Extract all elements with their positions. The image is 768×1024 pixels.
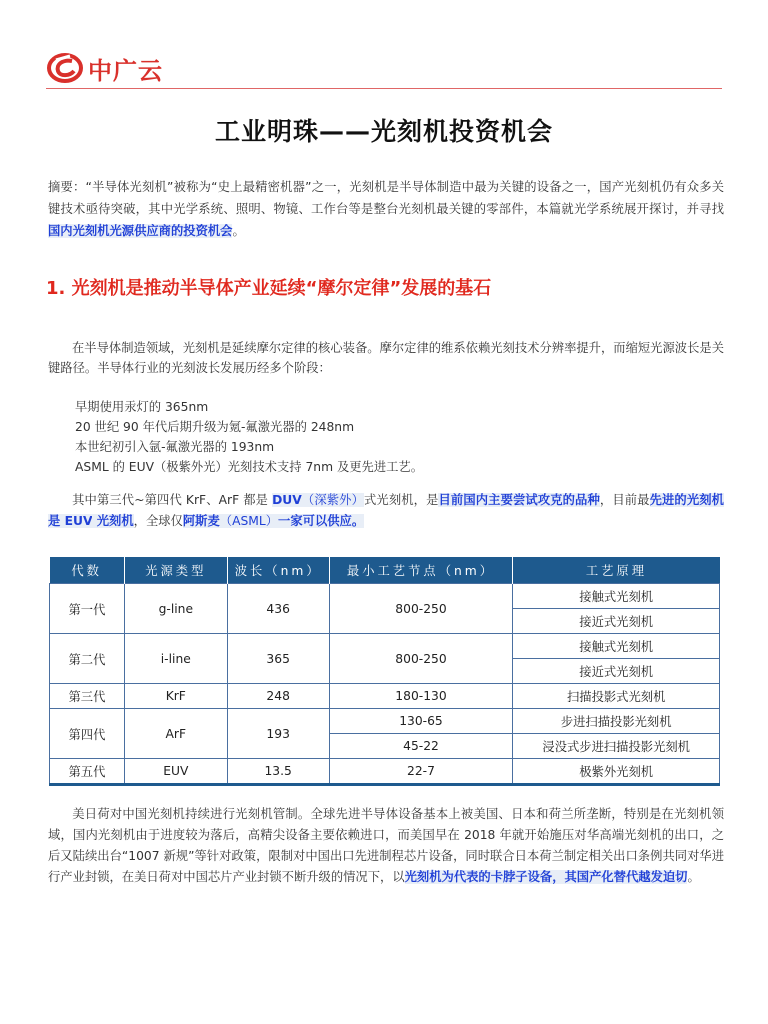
brand-logo-text: 中广云 (88, 56, 163, 85)
paragraph-3-text: 美日荷对中国光刻机持续进行光刻机管制。全球先进半导体设备基本上被美国、日本和荷兰所垄断，特别是在光刻机领域，国内光刻机由于进度较为落后，高精尖设备主要依赖进口，而美国早在 2018 年就开始施压对华高端光刻机的出口，之后又陆续出台“1007 新规”等针对政策，限制对中国出口先进制程芯片设备，同时联合日本荷兰制定相关出口条例共同对华进行产业封锁，在美日荷对中国芯片产业封锁不断升级的情况下，以 (48, 807, 724, 884)
source-cell: g-line (124, 584, 227, 634)
table-row (50, 684, 720, 709)
node-cell: 800-250 (329, 584, 513, 634)
generation-cell: 第二代 (50, 634, 125, 684)
brand-header (46, 50, 163, 86)
generation-cell: 第一代 (50, 584, 125, 634)
generation-cell: 第五代 (50, 759, 125, 785)
paragraph-2-text: ，目前最 (599, 493, 650, 507)
abstract-end: 。 (232, 224, 245, 238)
header-divider (46, 88, 722, 89)
principle-cell: 接触式光刻机 (513, 634, 720, 659)
abstract-highlight: 国内光刻机光源供应商的投资机会 (48, 224, 233, 238)
lithography-generation-table (49, 557, 720, 786)
list-item: 早期使用汞灯的 365nm (75, 400, 209, 414)
table-header-cell: 工艺原理 (513, 557, 720, 584)
section-paragraph-1 (48, 338, 724, 378)
asml-highlight: 阿斯麦 (182, 514, 220, 528)
principle-cell: 浸没式步进扫描投影光刻机 (513, 734, 720, 759)
table-row (50, 584, 720, 609)
table-row (50, 759, 720, 785)
section-paragraph-3 (48, 804, 724, 888)
source-cell: EUV (124, 759, 227, 785)
node-cell: 180-130 (329, 684, 513, 709)
generation-cell: 第四代 (50, 709, 125, 759)
generation-cell: 第三代 (50, 684, 125, 709)
wavelength-cell: 248 (227, 684, 329, 709)
wavelength-cell: 193 (227, 709, 329, 759)
principle-cell: 接近式光刻机 (513, 609, 720, 634)
principle-cell: 步进扫描投影光刻机 (513, 709, 720, 734)
table-header-cell: 光源类型 (124, 557, 227, 584)
brand-logo-icon (46, 52, 84, 84)
paragraph-3-highlight: 光刻机为代表的卡脖子设备，其国产化替代越发迫切 (404, 870, 688, 884)
duv-note: （深紫外） (301, 493, 364, 507)
section-heading: 1. 光刻机是推动半导体产业延续“摩尔定律”发展的基石 (46, 278, 492, 299)
wavelength-cell: 13.5 (227, 759, 329, 785)
wavelength-list (75, 397, 423, 477)
table-header-cell: 最小工艺节点（nm） (329, 557, 513, 584)
node-cell: 130-65 (329, 709, 513, 734)
abstract-text: 摘要：“半导体光刻机”被称为“史上最精密机器”之一，光刻机是半导体制造中最为关键的设备之一，国产光刻机仍有众多关键技术亟待突破，其中光学系统、照明、物镜、工作台等是整台光刻机最关键的零部件，本篇就光学系统展开探讨，并寻找 (48, 180, 724, 216)
principle-cell: 接触式光刻机 (513, 584, 720, 609)
wavelength-cell: 436 (227, 584, 329, 634)
node-cell: 45-22 (329, 734, 513, 759)
domestic-target-highlight: 目前国内主要尝试攻克的品种 (438, 493, 600, 507)
principle-cell: 接近式光刻机 (513, 659, 720, 684)
table-row (50, 634, 720, 659)
asml-note: （ASML） (219, 514, 279, 528)
paragraph-1-text: 在半导体制造领域，光刻机是延续摩尔定律的核心装备。摩尔定律的维系依赖光刻技术分辨率提升，而缩短光源波长是关键路径。半导体行业的光刻波长发展历经多个阶段： (48, 341, 724, 375)
duv-highlight: DUV (272, 493, 302, 507)
supplier-highlight: 一家可以供应。 (278, 514, 365, 528)
advanced-highlight: 先进的光刻机是 (48, 493, 724, 528)
section-paragraph-2 (48, 490, 724, 532)
source-cell: i-line (124, 634, 227, 684)
principle-cell: 极紫外光刻机 (513, 759, 720, 785)
euv-highlight-suffix: 光刻机 (92, 514, 134, 528)
paragraph-2-text: 其中第三代~第四代 KrF、ArF 都是 (72, 493, 273, 507)
euv-highlight: EUV (64, 514, 93, 528)
node-cell: 800-250 (329, 634, 513, 684)
source-cell: KrF (124, 684, 227, 709)
list-item: 20 世纪 90 年代后期升级为氪-氟激光器的 248nm (75, 420, 355, 434)
principle-cell: 扫描投影式光刻机 (513, 684, 720, 709)
wavelength-cell: 365 (227, 634, 329, 684)
paragraph-3-end: 。 (687, 870, 700, 884)
list-item: ASML 的 EUV（极紫外光）光刻技术支持 7nm 及更先进工艺。 (75, 460, 424, 474)
list-item: 本世纪初引入氩-氟激光器的 193nm (75, 440, 275, 454)
table-header-cell: 波长（nm） (227, 557, 329, 584)
source-cell: ArF (124, 709, 227, 759)
node-cell: 22-7 (329, 759, 513, 785)
abstract-paragraph (48, 176, 724, 242)
table-header-row (50, 557, 720, 584)
paragraph-2-text: 式光刻机，是 (363, 493, 439, 507)
paragraph-2-text: ，全球仅 (133, 514, 183, 528)
table-header-cell: 代数 (50, 557, 125, 584)
table-row (50, 709, 720, 734)
page-title: 工业明珠——光刻机投资机会 (214, 117, 553, 146)
